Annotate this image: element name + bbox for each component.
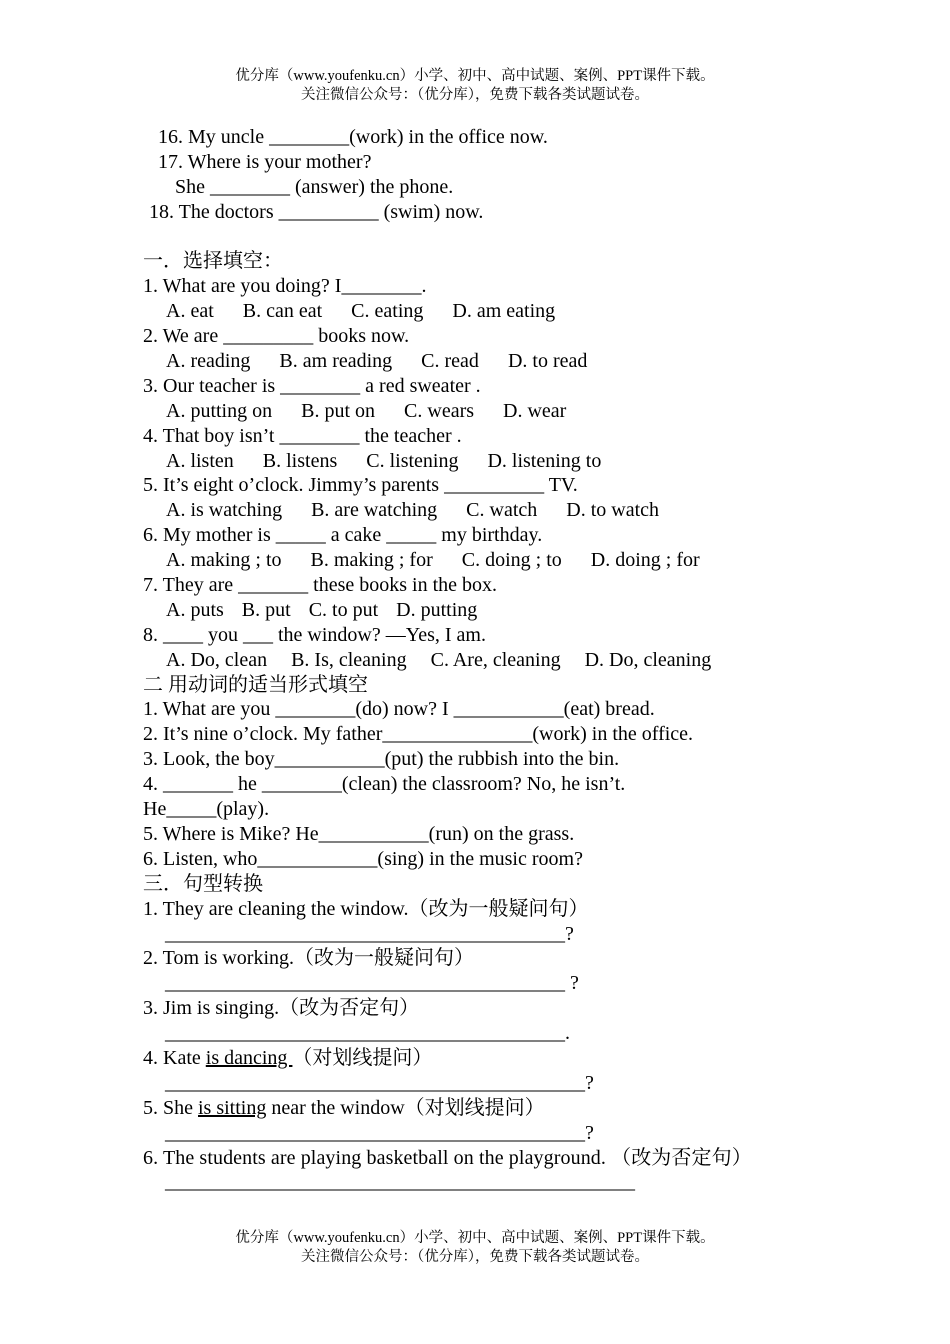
- mc-options: [143, 449, 813, 474]
- q5-prefix: 5. She: [143, 1096, 198, 1119]
- header-line-2: 关注微信公众号：（优分库），免费下载各类试题试卷。: [301, 87, 649, 103]
- mc-option[interactable]: C. wears: [404, 399, 475, 422]
- mc-option[interactable]: A. putting on: [166, 399, 273, 422]
- mc-option[interactable]: B. put on: [301, 399, 376, 422]
- answer-line[interactable]: ________________________________________.: [165, 1022, 570, 1045]
- transform-q6: 6. The students are playing basketball on the playground. （改为否定句）: [143, 1146, 752, 1169]
- mc-question: 2. We are _________ books now.: [143, 325, 410, 348]
- question-17-answer: She ________ (answer) the phone.: [175, 175, 454, 198]
- transform-q4: [143, 1046, 813, 1071]
- mc-question: 5. It’s eight o’clock. Jimmy’s parents __________ TV.: [143, 474, 578, 497]
- mc-option[interactable]: A. eat: [166, 300, 214, 323]
- mc-option[interactable]: A. making ; to: [166, 549, 282, 572]
- fill-in-question: 6. Listen, who____________(sing) in the music room?: [143, 847, 583, 870]
- section-3-title: 三．句型转换: [143, 872, 263, 895]
- mc-option[interactable]: D. wear: [503, 399, 567, 422]
- mc-options: [143, 548, 813, 573]
- mc-question: 1. What are you doing? I________.: [143, 275, 427, 298]
- mc-option[interactable]: D. am eating: [452, 300, 556, 323]
- mc-option[interactable]: A. is watching: [166, 499, 283, 522]
- section-1-title: 一．选择填空：: [143, 250, 283, 273]
- section-2-title: 二 用动词的适当形式填空: [143, 673, 368, 696]
- mc-option[interactable]: C. eating: [351, 300, 424, 323]
- mc-options: [143, 299, 813, 324]
- mc-options: [143, 399, 813, 424]
- mc-option[interactable]: A. reading: [166, 350, 251, 373]
- footer-line-1: 优分库（www.youfenku.cn）小学、初中、高中试题、案例、PPT课件下载。: [235, 1230, 715, 1246]
- mc-option[interactable]: B. are watching: [311, 499, 438, 522]
- fill-in-question: 3. Look, the boy___________(put) the rubbish into the bin.: [143, 748, 620, 771]
- answer-line[interactable]: __________________________________________?: [165, 1121, 594, 1144]
- mc-question: 3. Our teacher is ________ a red sweater .: [143, 374, 481, 397]
- mc-question: 6. My mother is _____ a cake _____ my birthday.: [143, 524, 543, 547]
- mc-option[interactable]: A. Do, clean: [166, 648, 268, 671]
- mc-question: 8. ____ you ___ the window? —Yes, I am.: [143, 623, 486, 646]
- footer-line-2: 关注微信公众号：（优分库），免费下载各类试题试卷。: [301, 1249, 649, 1265]
- fill-in-question: 4. _______ he ________(clean) the classroom? No, he isn’t.: [143, 773, 626, 796]
- mc-option[interactable]: B. am reading: [279, 350, 393, 373]
- answer-line[interactable]: _______________________________________________: [165, 1171, 635, 1194]
- fill-in-question: 2. It’s nine o’clock. My father_______________(work) in the office.: [143, 723, 694, 746]
- mc-option[interactable]: B. put: [241, 598, 291, 621]
- q4-prefix: 4. Kate: [143, 1046, 206, 1069]
- mc-option[interactable]: C. read: [421, 350, 479, 373]
- q5-underlined: is sitting: [198, 1096, 267, 1119]
- page-header: [0, 67, 950, 105]
- mc-option[interactable]: D. to read: [507, 350, 588, 373]
- mc-option[interactable]: D. putting: [396, 598, 478, 621]
- mc-option[interactable]: B. Is, cleaning: [291, 648, 407, 671]
- mc-option[interactable]: B. listens: [262, 449, 338, 472]
- fill-in-question: 1. What are you ________(do) now? I ___________(eat) bread.: [143, 698, 655, 721]
- mc-option[interactable]: B. making ; for: [310, 549, 433, 572]
- question-18: 18. The doctors __________ (swim) now.: [149, 200, 484, 223]
- answer-line[interactable]: ________________________________________?: [165, 922, 574, 945]
- q5-instruction: near the window（对划线提问）: [266, 1096, 545, 1119]
- answer-line[interactable]: ________________________________________ ?: [165, 972, 579, 995]
- mc-option[interactable]: C. Are, cleaning: [430, 648, 561, 671]
- answer-line[interactable]: __________________________________________?: [165, 1071, 594, 1094]
- mc-option[interactable]: A. listen: [166, 449, 234, 472]
- worksheet-body: [143, 125, 813, 1195]
- mc-option[interactable]: D. Do, cleaning: [584, 648, 712, 671]
- mc-option[interactable]: D. doing ; for: [590, 549, 700, 572]
- transform-q1: 1. They are cleaning the window.（改为一般疑问句）: [143, 897, 589, 920]
- q4-underlined: is dancing: [205, 1046, 293, 1069]
- page-footer: [0, 1229, 950, 1267]
- mc-options: [143, 349, 813, 374]
- mc-options: [143, 498, 813, 523]
- mc-question: 4. That boy isn’t ________ the teacher .: [143, 424, 462, 447]
- header-line-1: 优分库（www.youfenku.cn）小学、初中、高中试题、案例、PPT课件下载。: [235, 68, 715, 84]
- mc-option[interactable]: C. doing ; to: [461, 549, 562, 572]
- question-16: 16. My uncle ________(work) in the office now.: [158, 126, 548, 148]
- transform-q5: [143, 1096, 813, 1121]
- mc-options: [143, 648, 813, 673]
- mc-options: [143, 598, 813, 623]
- fill-in-question: 5. Where is Mike? He___________(run) on the grass.: [143, 822, 575, 845]
- transform-q3: 3. Jim is singing.（改为否定句）: [143, 997, 420, 1020]
- mc-option[interactable]: D. to watch: [566, 499, 660, 522]
- q4-instruction: （对划线提问）: [292, 1046, 433, 1069]
- mc-option[interactable]: A. puts: [166, 598, 224, 621]
- question-17: 17. Where is your mother?: [158, 150, 372, 173]
- mc-option[interactable]: C. listening: [366, 449, 459, 472]
- fill-in-list: [143, 697, 813, 871]
- mc-question: 7. They are _______ these books in the box.: [143, 574, 498, 597]
- fill-in-question: He_____(play).: [143, 798, 270, 821]
- mc-option[interactable]: D. listening to: [487, 449, 602, 472]
- multiple-choice-list: [143, 274, 813, 672]
- transform-q2: 2. Tom is working.（改为一般疑问句）: [143, 947, 475, 970]
- mc-option[interactable]: C. to put: [308, 598, 379, 621]
- mc-option[interactable]: C. watch: [466, 499, 538, 522]
- mc-option[interactable]: B. can eat: [242, 300, 323, 323]
